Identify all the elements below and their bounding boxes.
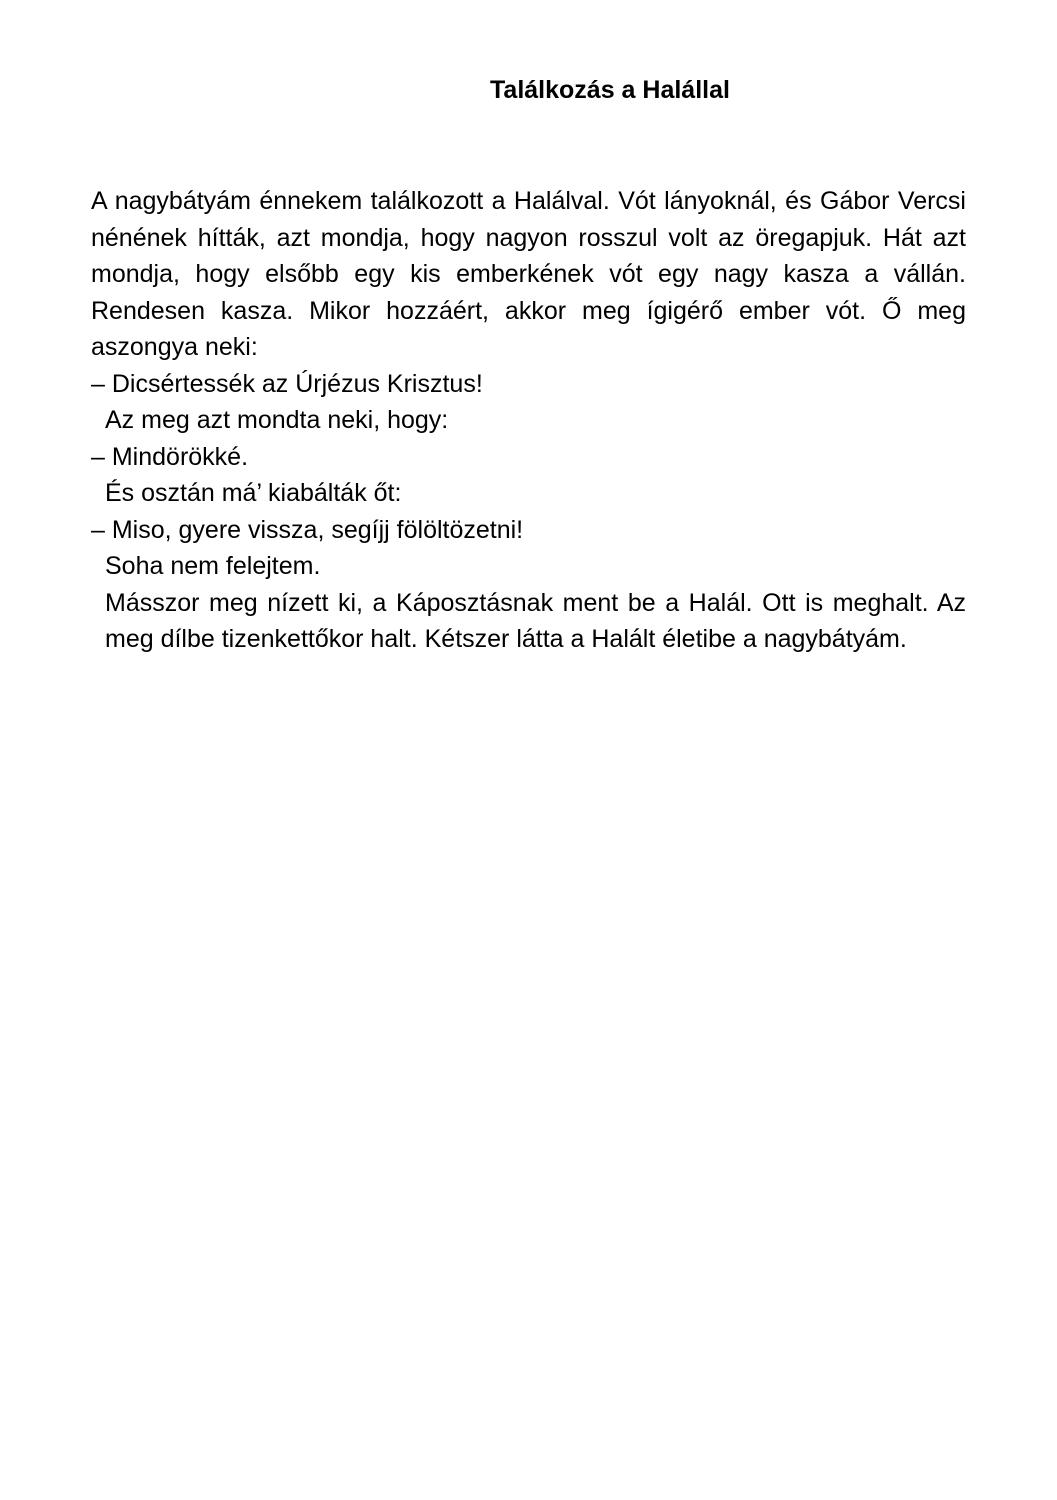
paragraph: Másszor meg nízett ki, a Káposztásnak ment be a Halál. Ott is meghalt. Az meg dílbe tizenkettőkor halt. Kétszer látta a Halált életibe a nagybátyám. <box>105 588 966 653</box>
document-body <box>91 183 966 658</box>
dialogue-line: – Mindörökké. <box>91 442 249 471</box>
paragraph: Az meg azt mondta neki, hogy: <box>105 406 449 434</box>
paragraph: A nagybátyám énnekem találkozott a Halálval. Vót lányoknál, és Gábor Vercsi nénének hítták, azt mondja, hogy nagyon rosszul volt az öregapjuk. Hát azt mondja, hogy elsőbb egy kis emberkének vót egy nagy kasza a vállán. Rendesen kasza. Mikor hozzáért, akkor meg ígigérő ember vót. Ő meg aszongya neki: <box>91 187 966 361</box>
paragraph: És osztán má’ kiabálták őt: <box>105 479 402 507</box>
dialogue-line: – Miso, gyere vissza, segíjj fölöltözetni! <box>91 515 524 544</box>
paragraph: Soha nem felejtem. <box>105 552 321 580</box>
dialogue-line: – Dicsértessék az Úrjézus Krisztus! <box>91 369 483 398</box>
document-title: Találkozás a Halállal <box>490 76 730 104</box>
